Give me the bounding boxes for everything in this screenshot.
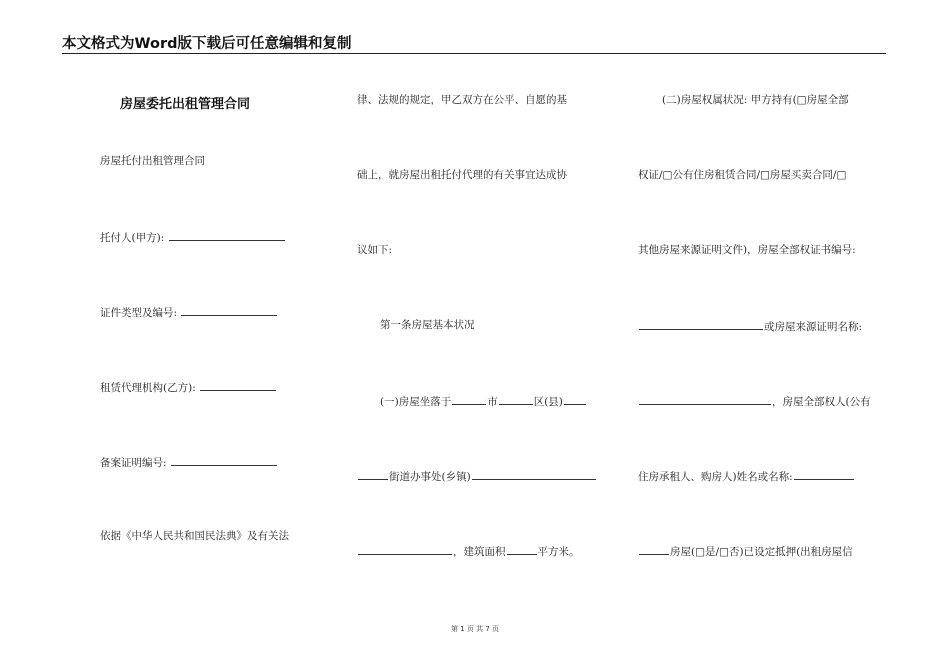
principal-blank[interactable]: [169, 229, 285, 241]
col3-line-5-text: ，房屋全部权人(公有: [772, 396, 871, 408]
district-tail-blank[interactable]: [564, 393, 586, 405]
source-name-blank[interactable]: [639, 393, 771, 405]
street-tail-blank[interactable]: [472, 468, 596, 480]
col3-line-6-text: 住房承租人、购房人)姓名或名称:: [638, 471, 793, 483]
mortgage-pre-blank[interactable]: [639, 543, 669, 555]
document-title: 房屋委托出租管理合同: [120, 97, 251, 112]
street-blank[interactable]: [358, 468, 388, 480]
location-line: [380, 393, 587, 409]
id-line: [100, 304, 278, 320]
street-line: [357, 468, 597, 484]
id-label: 证件类型及编号:: [100, 307, 178, 319]
col3-line-6: [638, 468, 855, 484]
area-blank[interactable]: [507, 543, 537, 555]
col2-line-2: 础上，就房屋出租托付代理的有关事宜达成协: [357, 169, 567, 181]
col3-line-2: 权证/□公有住房租赁合同/□房屋买卖合同/□: [638, 169, 847, 181]
street-label: 街道办事处(乡镇): [389, 471, 471, 483]
col3-line-5: [638, 393, 871, 409]
area-unit: 平方米。: [537, 546, 580, 558]
city-blank[interactable]: [452, 393, 486, 405]
basis-text: 依据《中华人民共和国民法典》及有关法: [100, 530, 289, 542]
city-label: 市: [487, 396, 498, 408]
col3-line-1: (二)房屋权属状况: 甲方持有(□房屋全部: [662, 94, 849, 106]
area-pre-blank[interactable]: [358, 543, 452, 555]
principal-label: 托付人(甲方):: [100, 232, 165, 244]
record-line: [100, 454, 278, 470]
col3-line-7: [638, 543, 853, 559]
district-label: 区(县): [533, 396, 563, 408]
id-blank[interactable]: [181, 304, 277, 316]
page-number: 第 1 页 共 7 页: [450, 625, 500, 633]
district-blank[interactable]: [499, 393, 533, 405]
agency-line: [100, 379, 277, 395]
col2-line-3: 议如下:: [357, 244, 393, 256]
certificate-number-blank[interactable]: [639, 318, 763, 330]
agency-label: 租赁代理机构(乙方):: [100, 382, 196, 394]
col2-line-1: 律、法规的规定，甲乙双方在公平、自愿的基: [357, 94, 567, 106]
contract-subtitle: 房屋托付出租管理合同: [100, 155, 205, 167]
col3-line-4: [638, 318, 862, 334]
area-line: [357, 543, 580, 559]
location-prefix: (一)房屋坐落于: [380, 396, 452, 408]
owner-name-blank[interactable]: [794, 468, 854, 480]
record-blank[interactable]: [171, 454, 277, 466]
col3-line-3: 其他房屋来源证明文件)，房屋全部权证书编号:: [638, 244, 856, 256]
section-1-heading: 第一条房屋基本状况: [380, 319, 475, 331]
col3-line-7-text: 房屋(□是/□否)已设定抵押(出租房屋信: [670, 546, 853, 558]
header-divider: [62, 53, 886, 54]
agency-blank[interactable]: [200, 379, 276, 391]
area-prefix: ，建筑面积: [453, 546, 506, 558]
col3-line-4-text: 或房屋来源证明名称:: [764, 321, 863, 333]
principal-line: [100, 229, 286, 245]
record-label: 备案证明编号:: [100, 457, 167, 469]
document-header: 本文格式为Word版下载后可任意编辑和复制: [62, 36, 352, 52]
